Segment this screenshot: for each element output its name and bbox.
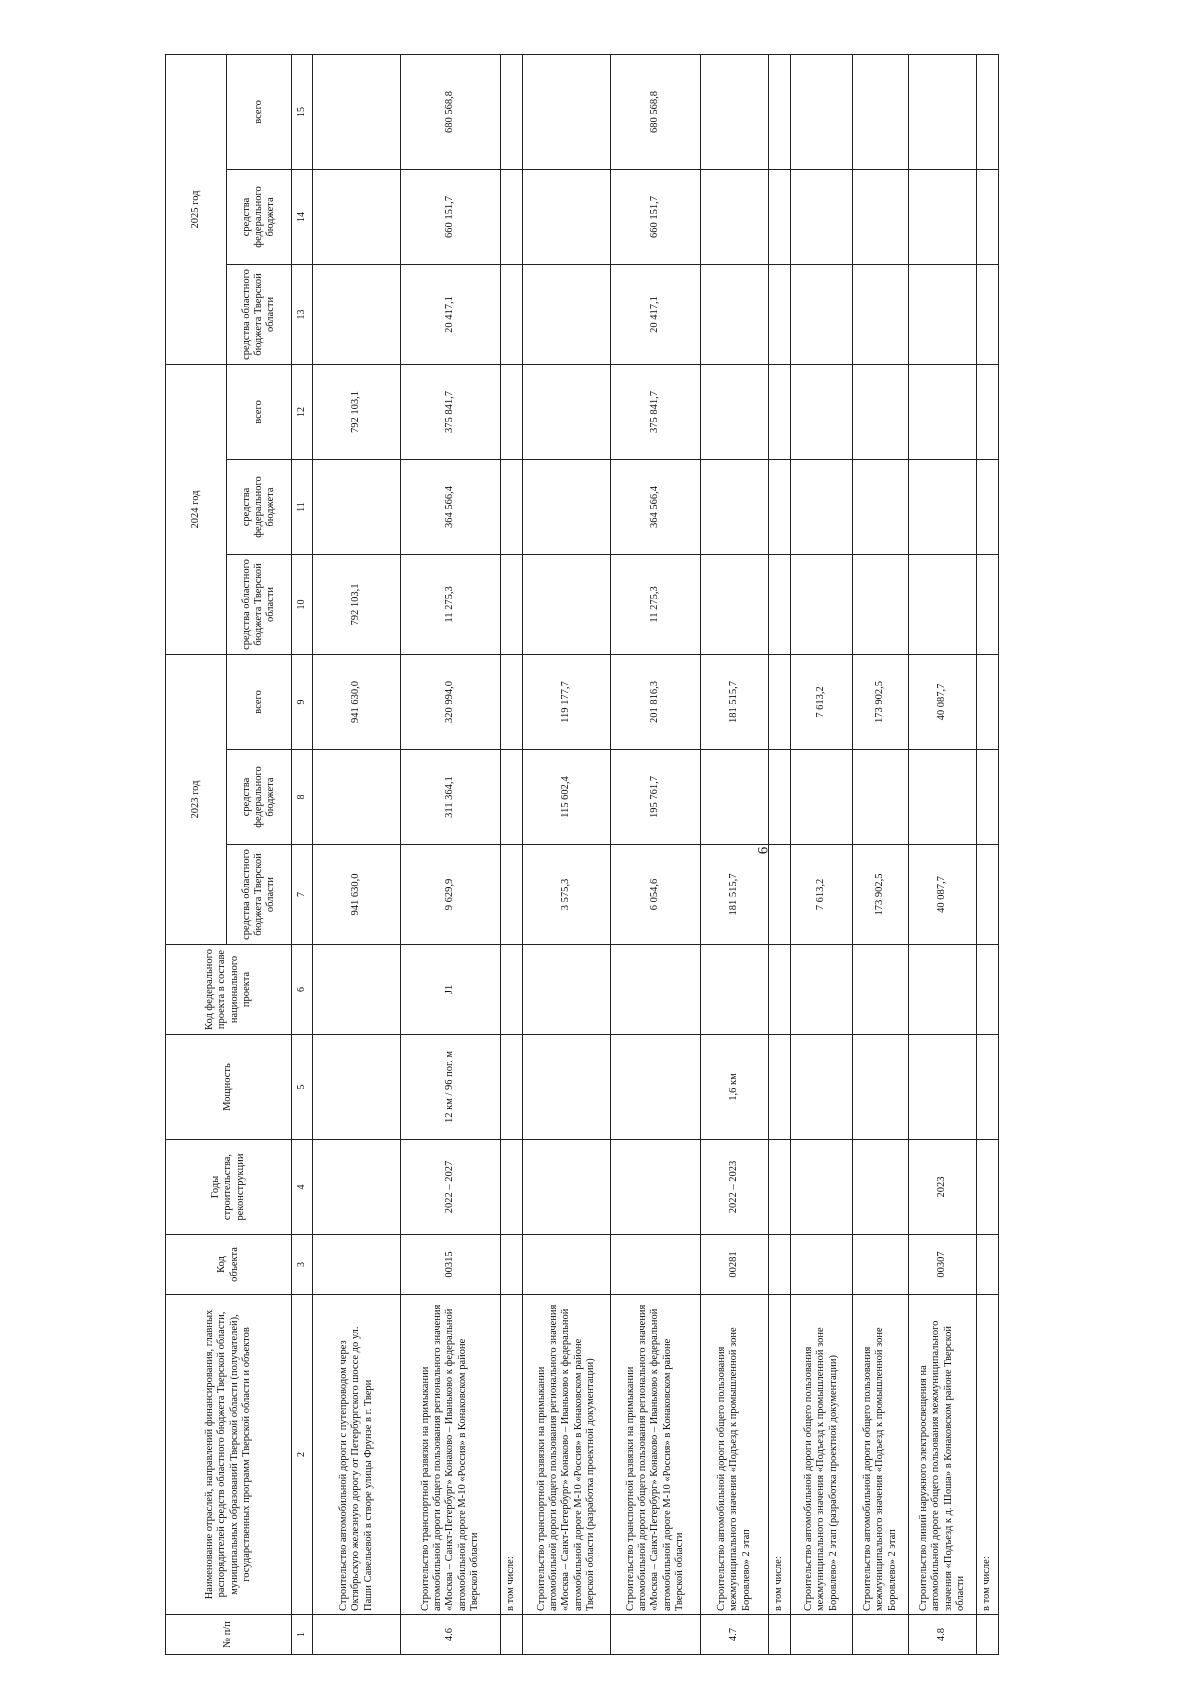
value-cell-c11 xyxy=(501,459,523,554)
value-cell-cap: 1,6 км xyxy=(701,1035,769,1140)
value-cell-c7 xyxy=(501,845,523,945)
object-name-cell: Строительство автомобильной дороги общего пользования межмуниципального значения «Подъезд к промышленной зоне Боровлево» 2 этап (разработка проектной документации) xyxy=(791,1295,853,1615)
value-cell-c14: 660 151,7 xyxy=(611,169,701,264)
value-cell-c9 xyxy=(977,654,999,749)
value-cell-c12 xyxy=(853,364,909,459)
value-cell-c13 xyxy=(769,264,791,364)
value-cell-c8: 115 602,4 xyxy=(523,750,611,845)
value-cell-years xyxy=(611,1140,701,1235)
value-cell-c15 xyxy=(853,54,909,169)
object-name-cell: Строительство транспортной развязки на примыкании автомобильной дороги общего пользования регионального значения «Москва – Санкт-Петербург» Конаково – Иваньково к федеральной автомобильной дороге М-10 «Россия» в Конаковском районе Тверской области xyxy=(611,1295,701,1615)
value-cell-c11 xyxy=(769,459,791,554)
value-cell-c12: 375 841,7 xyxy=(401,364,501,459)
value-cell-c10: 792 103,1 xyxy=(313,554,401,654)
value-cell-years: 2022 – 2023 xyxy=(701,1140,769,1235)
value-cell-c15 xyxy=(977,54,999,169)
value-cell-c7: 941 630,0 xyxy=(313,845,401,945)
value-cell-years xyxy=(769,1140,791,1235)
object-name-cell: Строительство автомобильной дороги общего пользования межмуниципального значения «Подъезд к промышленной зоне Боровлево» 2 этап xyxy=(853,1295,909,1615)
value-cell-fp xyxy=(501,945,523,1035)
value-cell-c11 xyxy=(909,459,977,554)
value-cell-code xyxy=(501,1235,523,1295)
value-cell-c13: 20 417,1 xyxy=(401,264,501,364)
column-number: 1 xyxy=(292,1615,313,1655)
value-cell-c8 xyxy=(501,750,523,845)
value-cell-c15 xyxy=(523,54,611,169)
object-name-cell: в том числе: xyxy=(977,1295,999,1615)
object-name-cell: Строительство автомобильной дороги общего пользования межмуниципального значения «Подъезд к промышленной зоне Боровлево» 2 этап xyxy=(701,1295,769,1615)
value-cell-cap xyxy=(611,1035,701,1140)
value-cell-c8 xyxy=(313,750,401,845)
value-cell-cap xyxy=(791,1035,853,1140)
column-number: 7 xyxy=(292,845,313,945)
value-cell-c10 xyxy=(909,554,977,654)
value-cell-c9: 119 177,7 xyxy=(523,654,611,749)
column-number: 5 xyxy=(292,1035,313,1140)
value-cell-years xyxy=(501,1140,523,1235)
value-cell-c9: 40 087,7 xyxy=(909,654,977,749)
row-index-cell: 4.8 xyxy=(909,1615,977,1655)
table-row xyxy=(791,54,853,1654)
row-index-cell xyxy=(853,1615,909,1655)
object-name-cell: в том числе: xyxy=(769,1295,791,1615)
value-cell-fp xyxy=(313,945,401,1035)
value-cell-c7: 9 629,9 xyxy=(401,845,501,945)
value-cell-c11: 364 566,4 xyxy=(611,459,701,554)
value-cell-c14 xyxy=(977,169,999,264)
value-cell-c14 xyxy=(501,169,523,264)
value-cell-c8 xyxy=(853,750,909,845)
header-year-2024: 2024 год xyxy=(166,364,227,654)
value-cell-c12 xyxy=(523,364,611,459)
value-cell-fp: J1 xyxy=(401,945,501,1035)
value-cell-c10 xyxy=(701,554,769,654)
value-cell-c15 xyxy=(501,54,523,169)
header-capacity: Мощность xyxy=(166,1035,292,1140)
value-cell-c12 xyxy=(909,364,977,459)
column-number: 4 xyxy=(292,1140,313,1235)
value-cell-c7: 6 054,6 xyxy=(611,845,701,945)
value-cell-c9: 201 816,3 xyxy=(611,654,701,749)
table-row xyxy=(977,54,999,1654)
column-number: 15 xyxy=(292,54,313,169)
object-name-cell: Строительство автомобильной дороги с путепроводом через Октябрьскую железную дорогу от Петербургского шоссе до ул. Паши Савельевой в створе улицы Фрунзе в г. Твери xyxy=(313,1295,401,1615)
value-cell-code xyxy=(313,1235,401,1295)
value-cell-c13 xyxy=(977,264,999,364)
value-cell-c10 xyxy=(501,554,523,654)
value-cell-c9: 181 515,7 xyxy=(701,654,769,749)
value-cell-c7: 40 087,7 xyxy=(909,845,977,945)
value-cell-c11 xyxy=(791,459,853,554)
value-cell-fp xyxy=(909,945,977,1035)
header-sub-federal: средства федерального бюджета xyxy=(227,459,292,554)
value-cell-c14: 660 151,7 xyxy=(401,169,501,264)
value-cell-c13 xyxy=(909,264,977,364)
column-number: 14 xyxy=(292,169,313,264)
value-cell-code xyxy=(977,1235,999,1295)
object-name-cell: в том числе: xyxy=(501,1295,523,1615)
value-cell-c7 xyxy=(769,845,791,945)
page-number: 6 xyxy=(755,846,772,855)
value-cell-fp xyxy=(523,945,611,1035)
value-cell-c11 xyxy=(977,459,999,554)
value-cell-fp xyxy=(853,945,909,1035)
header-sub-regional: средства областного бюджета Тверской области xyxy=(227,554,292,654)
header-sub-regional: средства областного бюджета Тверской области xyxy=(227,845,292,945)
value-cell-c12 xyxy=(501,364,523,459)
value-cell-fp xyxy=(701,945,769,1035)
value-cell-c11 xyxy=(313,459,401,554)
header-name: Наименование отраслей, направлений финансирования, главных распорядителей средств областного бюджета Тверской области, муниципальных образований Тверской области (получателей), государственных программ Тверской области и объектов xyxy=(166,1295,292,1615)
value-cell-c13 xyxy=(501,264,523,364)
value-cell-c13 xyxy=(523,264,611,364)
value-cell-c14 xyxy=(769,169,791,264)
value-cell-c15 xyxy=(769,54,791,169)
value-cell-c11: 364 566,4 xyxy=(401,459,501,554)
row-index-cell: 4.7 xyxy=(701,1615,769,1655)
value-cell-c15: 680 568,8 xyxy=(401,54,501,169)
column-number: 6 xyxy=(292,945,313,1035)
value-cell-c7: 173 902,5 xyxy=(853,845,909,945)
value-cell-c8 xyxy=(701,750,769,845)
table-row xyxy=(401,54,501,1654)
row-index-cell xyxy=(791,1615,853,1655)
value-cell-fp xyxy=(769,945,791,1035)
header-num: № п/п xyxy=(166,1615,292,1655)
object-name-cell: Строительство линий наружного электроосвещения на автомобильной дороге общего пользования межмуниципального значения «Подъезд к д. Шоша» в Конаковском районе Тверской области xyxy=(909,1295,977,1615)
value-cell-c13: 20 417,1 xyxy=(611,264,701,364)
header-sub-total: всего xyxy=(227,364,292,459)
value-cell-cap: 12 км / 96 пог. м xyxy=(401,1035,501,1140)
value-cell-c11 xyxy=(523,459,611,554)
value-cell-c14 xyxy=(853,169,909,264)
value-cell-c13 xyxy=(791,264,853,364)
column-number: 12 xyxy=(292,364,313,459)
value-cell-c8 xyxy=(769,750,791,845)
value-cell-c12 xyxy=(977,364,999,459)
value-cell-c12 xyxy=(769,364,791,459)
value-cell-c8 xyxy=(977,750,999,845)
object-name-cell: Строительство транспортной развязки на примыкании автомобильной дороги общего пользования регионального значения «Москва – Санкт-Петербург» Конаково – Иваньково к федеральной автомобильной дороге М-10 «Россия» в Конаковском районе Тверской области xyxy=(401,1295,501,1615)
table-row xyxy=(769,54,791,1654)
value-cell-c9 xyxy=(501,654,523,749)
value-cell-c9: 941 630,0 xyxy=(313,654,401,749)
value-cell-code xyxy=(853,1235,909,1295)
value-cell-c9: 320 994,0 xyxy=(401,654,501,749)
value-cell-c11 xyxy=(701,459,769,554)
row-index-cell xyxy=(977,1615,999,1655)
value-cell-c8: 311 364,1 xyxy=(401,750,501,845)
value-cell-c15: 680 568,8 xyxy=(611,54,701,169)
value-cell-c12: 792 103,1 xyxy=(313,364,401,459)
value-cell-c14 xyxy=(701,169,769,264)
value-cell-years xyxy=(977,1140,999,1235)
value-cell-c10 xyxy=(853,554,909,654)
rotated-table-wrapper xyxy=(165,55,1045,1655)
value-cell-years xyxy=(313,1140,401,1235)
object-name-cell: Строительство транспортной развязки на примыкании автомобильной дороги общего пользования регионального значения «Москва – Санкт-Петербург» Конаково – Иваньково к федеральной автомобильной дороге М-10 «Россия» в Конаковском районе Тверской области (разработка проектной документации) xyxy=(523,1295,611,1615)
value-cell-c10 xyxy=(791,554,853,654)
value-cell-cap xyxy=(769,1035,791,1140)
column-number: 13 xyxy=(292,264,313,364)
header-year-2023: 2023 год xyxy=(166,654,227,944)
value-cell-code xyxy=(769,1235,791,1295)
value-cell-c10 xyxy=(977,554,999,654)
value-cell-fp xyxy=(977,945,999,1035)
value-cell-c14 xyxy=(791,169,853,264)
value-cell-c7: 181 515,7 xyxy=(701,845,769,945)
value-cell-fp xyxy=(611,945,701,1035)
value-cell-code xyxy=(523,1235,611,1295)
value-cell-years xyxy=(523,1140,611,1235)
column-number-row xyxy=(292,54,313,1654)
value-cell-c8: 195 761,7 xyxy=(611,750,701,845)
value-cell-c7: 3 575,3 xyxy=(523,845,611,945)
value-cell-c7: 7 613,2 xyxy=(791,845,853,945)
value-cell-years xyxy=(791,1140,853,1235)
column-number: 11 xyxy=(292,459,313,554)
value-cell-code: 00281 xyxy=(701,1235,769,1295)
header-year-2025: 2025 год xyxy=(166,54,227,364)
table-row xyxy=(501,54,523,1654)
value-cell-c14 xyxy=(313,169,401,264)
table-row xyxy=(611,54,701,1654)
column-number: 2 xyxy=(292,1295,313,1615)
value-cell-c15 xyxy=(909,54,977,169)
table-row xyxy=(701,54,769,1654)
value-cell-c10 xyxy=(769,554,791,654)
value-cell-c15 xyxy=(701,54,769,169)
budget-table xyxy=(165,54,999,1655)
value-cell-c13 xyxy=(853,264,909,364)
column-number: 9 xyxy=(292,654,313,749)
value-cell-c12 xyxy=(701,364,769,459)
header-sub-federal: средства федерального бюджета xyxy=(227,169,292,264)
value-cell-code xyxy=(791,1235,853,1295)
value-cell-c14 xyxy=(909,169,977,264)
header-years: Годы строительства, реконструкции xyxy=(166,1140,292,1235)
row-index-cell xyxy=(611,1615,701,1655)
row-index-cell xyxy=(313,1615,401,1655)
column-number: 3 xyxy=(292,1235,313,1295)
value-cell-cap xyxy=(909,1035,977,1140)
value-cell-c9: 7 613,2 xyxy=(791,654,853,749)
value-cell-c10: 11 275,3 xyxy=(611,554,701,654)
value-cell-years: 2022 – 2027 xyxy=(401,1140,501,1235)
header-code: Код объекта xyxy=(166,1235,292,1295)
value-cell-c12: 375 841,7 xyxy=(611,364,701,459)
value-cell-c10: 11 275,3 xyxy=(401,554,501,654)
value-cell-cap xyxy=(523,1035,611,1140)
value-cell-c9: 173 902,5 xyxy=(853,654,909,749)
value-cell-c12 xyxy=(791,364,853,459)
header-sub-total: всего xyxy=(227,54,292,169)
value-cell-c8 xyxy=(909,750,977,845)
row-index-cell: 4.6 xyxy=(401,1615,501,1655)
value-cell-c15 xyxy=(791,54,853,169)
table-row xyxy=(313,54,401,1654)
header-sub-regional: средства областного бюджета Тверской области xyxy=(227,264,292,364)
value-cell-cap xyxy=(977,1035,999,1140)
value-cell-c8 xyxy=(791,750,853,845)
header-fedproj: Код федерального проекта в составе национального проекта xyxy=(166,945,292,1035)
header-sub-federal: средства федерального бюджета xyxy=(227,750,292,845)
value-cell-code xyxy=(611,1235,701,1295)
table-row xyxy=(853,54,909,1654)
column-number: 8 xyxy=(292,750,313,845)
value-cell-fp xyxy=(791,945,853,1035)
row-index-cell xyxy=(769,1615,791,1655)
value-cell-c10 xyxy=(523,554,611,654)
column-number: 10 xyxy=(292,554,313,654)
row-index-cell xyxy=(501,1615,523,1655)
value-cell-code: 00307 xyxy=(909,1235,977,1295)
value-cell-c13 xyxy=(313,264,401,364)
row-index-cell xyxy=(523,1615,611,1655)
value-cell-c13 xyxy=(701,264,769,364)
value-cell-cap xyxy=(853,1035,909,1140)
value-cell-c11 xyxy=(853,459,909,554)
value-cell-c14 xyxy=(523,169,611,264)
value-cell-c7 xyxy=(977,845,999,945)
value-cell-cap xyxy=(501,1035,523,1140)
value-cell-years xyxy=(853,1140,909,1235)
value-cell-code: 00315 xyxy=(401,1235,501,1295)
value-cell-years: 2023 xyxy=(909,1140,977,1235)
table-row xyxy=(523,54,611,1654)
header-sub-total: всего xyxy=(227,654,292,749)
table-body xyxy=(292,54,999,1654)
value-cell-c15 xyxy=(313,54,401,169)
value-cell-cap xyxy=(313,1035,401,1140)
value-cell-c9 xyxy=(769,654,791,749)
table-row xyxy=(909,54,977,1654)
